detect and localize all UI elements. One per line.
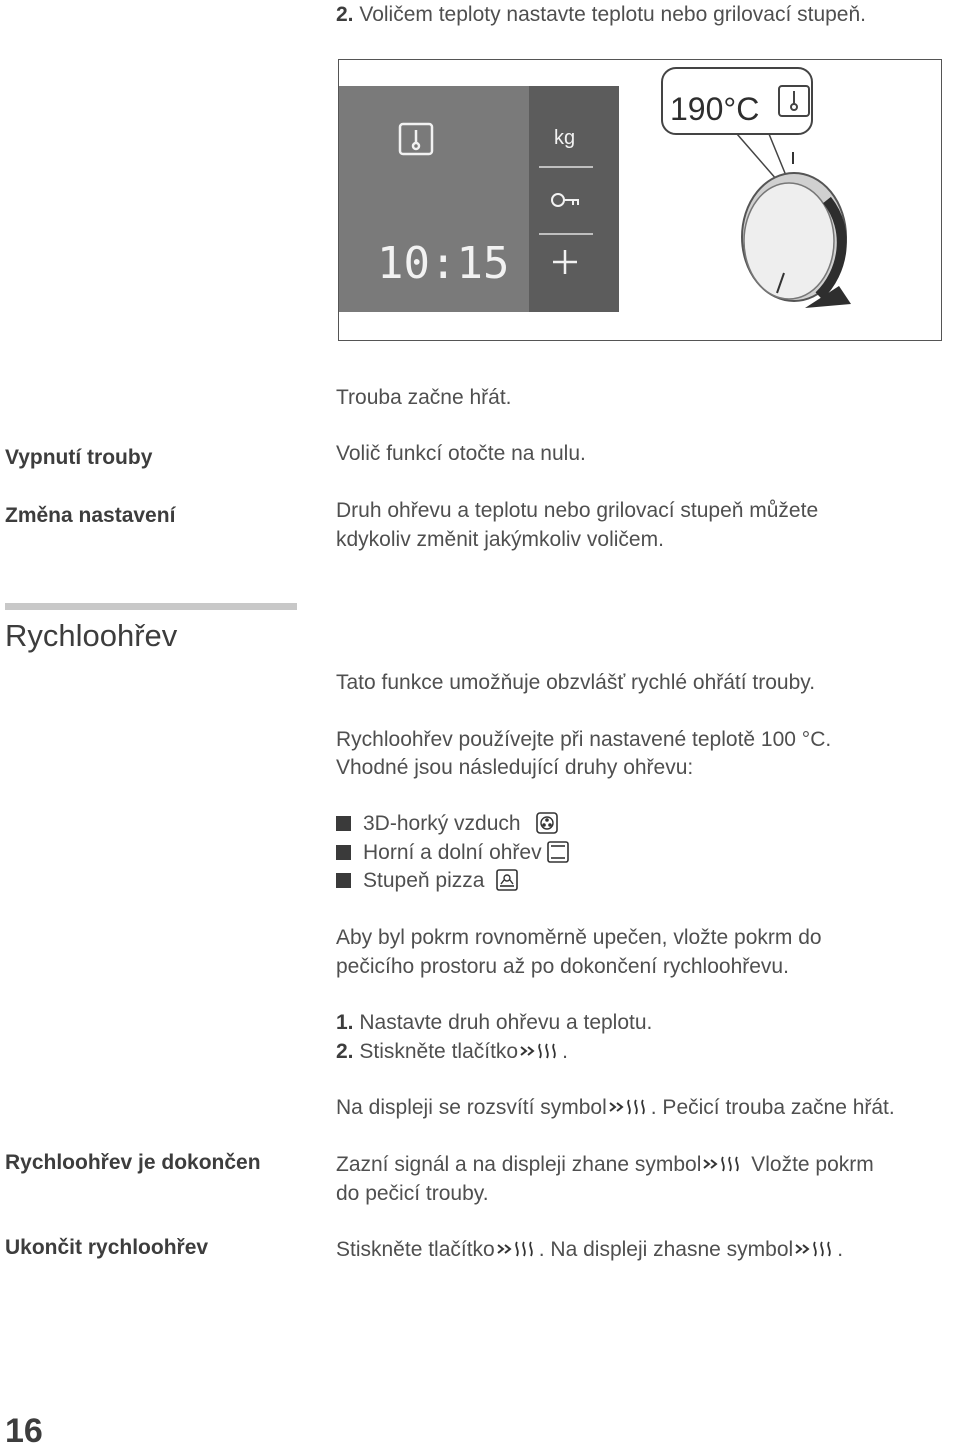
bullet: [336, 873, 351, 888]
section-divider: [5, 603, 297, 610]
step-2: [336, 0, 866, 29]
oven-panel-illustration: [339, 60, 941, 340]
step-number: 1.: [336, 1011, 354, 1034]
temperature-value: 190°C: [670, 91, 760, 127]
step-number: 2.: [336, 3, 354, 26]
change-settings-line1: Druh ohřevu a teplotu nebo grilovací stupeň můžete: [336, 499, 819, 522]
switch-off-text: Volič funkcí otočte na nulu.: [336, 442, 586, 465]
change-settings-label: Změna nastavení: [5, 504, 176, 527]
rapid-heat-icon: [607, 1096, 651, 1126]
finished-line1-a: Zazní signál a na displeji zhane symbol: [336, 1153, 702, 1176]
switch-off-label: Vypnutí trouby: [5, 446, 153, 469]
step-number: 2.: [336, 1040, 354, 1063]
bullet: [336, 845, 351, 860]
step-end: .: [562, 1040, 568, 1063]
display-message-a: Na displeji se rozsvítí symbol: [336, 1096, 607, 1119]
rapid-heat-icon: [793, 1238, 837, 1268]
oven-panel-figure: [338, 59, 942, 341]
note-line2: pečicího prostoru až po dokončení rychloohřevu.: [336, 955, 789, 978]
cancel-text: [336, 1235, 843, 1268]
heating-starts-text: Trouba začne hřát.: [336, 386, 512, 409]
pizza-setting-icon: [496, 869, 518, 899]
finished-line2: do pečicí trouby.: [336, 1182, 489, 1205]
rapid-heat-use-line2: Vhodné jsou následující druhy ohřevu:: [336, 756, 694, 779]
display-time: 10:15: [377, 238, 510, 289]
step-1: [336, 1008, 652, 1037]
mode-label: 3D-horký vzduch: [363, 812, 521, 835]
display-message: [336, 1093, 895, 1126]
rapid-heat-icon: [701, 1153, 745, 1183]
cancel-label: Ukončit rychloohřev: [5, 1236, 209, 1259]
finished-label: Rychloohřev je dokončen: [5, 1151, 261, 1174]
cancel-text-a: Stiskněte tlačítko: [336, 1238, 495, 1261]
note-line1: Aby byl pokrm rovnoměrně upečen, vložte pokrm do: [336, 926, 822, 949]
bullet: [336, 816, 351, 831]
step-2-rapid: [336, 1037, 568, 1070]
rapid-heat-icon: [518, 1040, 562, 1070]
cancel-text-c: .: [837, 1238, 844, 1261]
page-number: 16: [5, 1412, 43, 1450]
list-item: [336, 866, 518, 899]
step-text: Stiskněte tlačítko: [359, 1040, 519, 1063]
rapid-heat-use-line1: Rychloohřev používejte při nastavené teplotě 100 °C.: [336, 728, 832, 751]
step-text: Voličem teploty nastavte teplotu nebo grilovací stupeň.: [359, 3, 867, 26]
kg-label: kg: [554, 127, 576, 149]
rapid-heat-intro: Tato funkce umožňuje obzvlášť rychlé ohřátí trouby.: [336, 671, 816, 694]
mode-label: Horní a dolní ohřev: [363, 841, 542, 864]
mode-label: Stupeň pizza: [363, 869, 485, 892]
change-settings-line2: kdykoliv změnit jakýmkoliv voličem.: [336, 528, 664, 551]
top-bottom-heat-icon: [547, 841, 569, 871]
step-text: Nastavte druh ohřevu a teplotu.: [359, 1011, 653, 1034]
cancel-text-b: . Na displeji zhasne symbol: [538, 1238, 794, 1261]
section-title: Rychloohřev: [5, 618, 178, 653]
finished-line1-b: Vložte pokrm: [751, 1153, 874, 1176]
display-message-b: . Pečicí trouba začne hřát.: [650, 1096, 895, 1119]
rapid-heat-icon: [495, 1238, 539, 1268]
